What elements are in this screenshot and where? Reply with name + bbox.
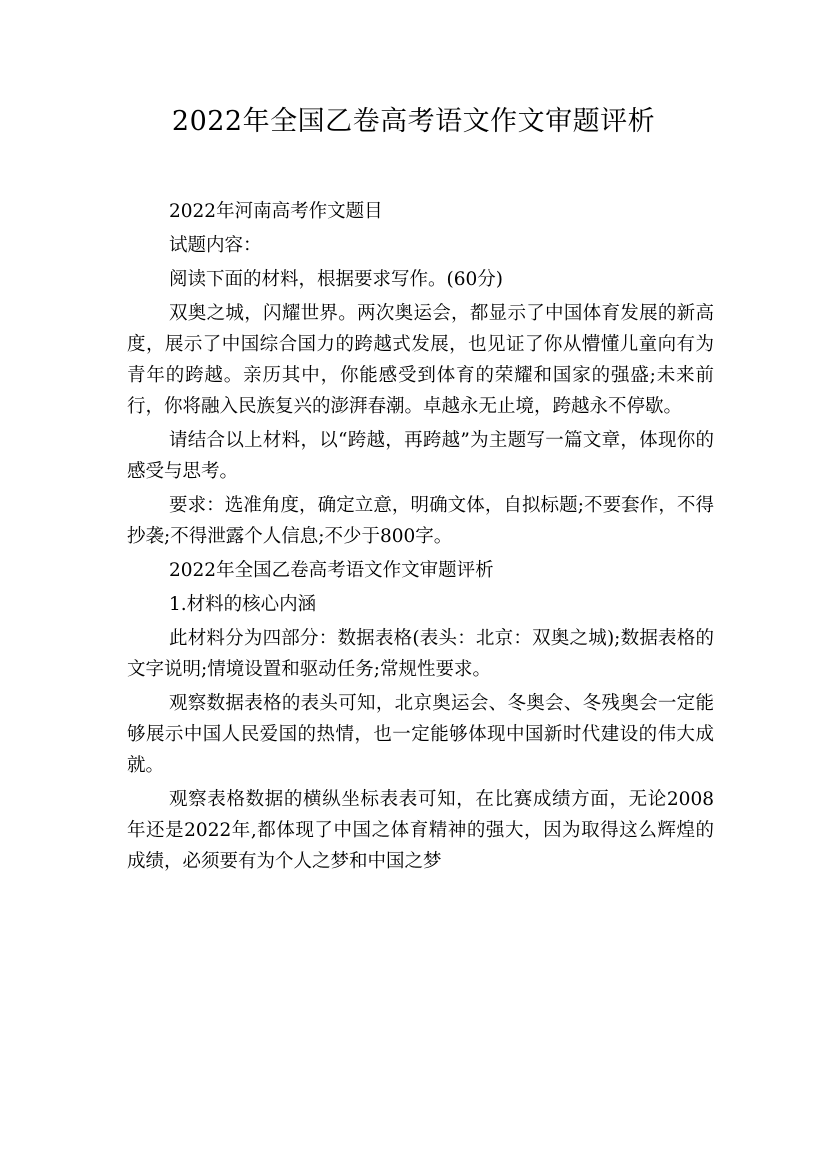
paragraph-exam-heading: 2022年河南高考作文题目 bbox=[169, 201, 383, 222]
paragraph-content-label: 试题内容： bbox=[169, 235, 262, 256]
paragraph-table-header: 观察数据表格的表头可知，北京奥运会、冬奥会、冬残奥会一定能够展示中国人民爱国的热情，也一定能够体现中国新时代建设的伟大成就。 bbox=[127, 693, 714, 776]
paragraph-instruction: 阅读下面的材料，根据要求写作。(60分) bbox=[169, 269, 503, 290]
paragraph-table-data: 观察表格数据的横纵坐标表表可知，在比赛成绩方面，无论2008年还是2022年,都体现了中国之体育精神的强大，因为取得这么辉煌的成绩，必须要有为个人之梦和中国之梦 bbox=[127, 789, 714, 872]
paragraph-analysis-heading: 2022年全国乙卷高考语文作文审题评析 bbox=[169, 560, 494, 581]
paragraph-section-heading: 1.材料的核心内涵 bbox=[169, 594, 317, 615]
paragraph-structure: 此材料分为四部分：数据表格(表头：北京：双奥之城);数据表格的文字说明;情境设置和驱动任务;常规性要求。 bbox=[127, 628, 714, 680]
paragraph-material: 双奥之城，闪耀世界。两次奥运会，都显示了中国体育发展的新高度，展示了中国综合国力的跨越式发展，也见证了你从懵懂儿童向有为青年的跨越。亲历其中，你能感受到体育的荣耀和国家的强盛;未来前行，你将融入民族复兴的澎湃春潮。卓越永无止境，跨越永不停歇。 bbox=[127, 303, 714, 417]
document-body bbox=[127, 196, 714, 880]
paragraph-requirements: 要求：选准角度，确定立意，明确文体，自拟标题;不要套作，不得抄袭;不得泄露个人信息;不少于800字。 bbox=[127, 495, 714, 547]
paragraph-task: 请结合以上材料，以“跨越，再跨越”为主题写一篇文章，体现你的感受与思考。 bbox=[127, 430, 714, 482]
document-title: 2022年全国乙卷高考语文作文审题评析 bbox=[171, 106, 656, 137]
